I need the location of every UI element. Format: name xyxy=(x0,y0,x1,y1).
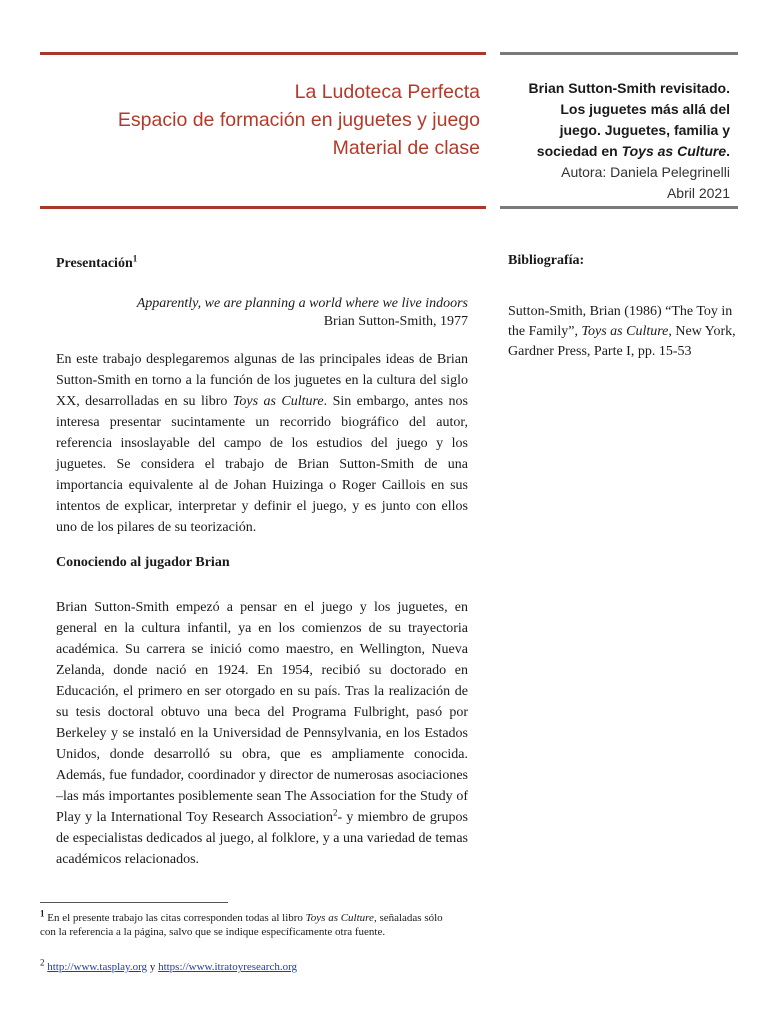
epigraph-quote xyxy=(56,295,468,313)
header-bottom-rule-right xyxy=(500,206,738,209)
document-date: Abril 2021 xyxy=(666,185,730,201)
footnote-number: 1 xyxy=(40,908,45,919)
document-title-line-3: juego. Juguetes, familia y xyxy=(559,122,730,138)
section-heading-presentacion xyxy=(56,253,138,272)
footnote-ref-1[interactable]: 1 xyxy=(132,253,138,264)
title-period: . xyxy=(726,143,730,159)
paragraph-conociendo xyxy=(56,597,468,870)
footnote-text: y xyxy=(147,961,159,973)
footnote-text: En el presente trabajo las citas corresponden todas al libro xyxy=(44,912,306,924)
paragraph-text: - y miembro de grupos de especialistas dedicados al juego, al folklore, y a una variedad de temas académicos relacionados. xyxy=(56,810,468,867)
document-title-line-2: Los juguetes más allá del xyxy=(560,101,730,117)
footnote-text: , señaladas sólo con la referencia a la página, salvo que se indique específicamente otra fuente. xyxy=(40,912,443,938)
footnote-ref-2[interactable]: 2 xyxy=(332,807,338,818)
paragraph-text: . Sin embargo, antes nos interesa presentar sucintamente un recorrido biográfico del autor, referencia insoslayable del campo de los estudios del juego y los juguetes. Se considera el trabajo de Brian Sutton-Smith de una importancia equivalente al de Johan Huizinga o Roger Caillois en sus intentos de explicar, interpretar y definir el juego, y es junto con ellos uno de los pilares de su teorización. xyxy=(56,394,468,535)
reference-book-title: Toys as Culture xyxy=(581,324,669,339)
title-text: sociedad en xyxy=(536,143,622,159)
title-book-name: Toys as Culture xyxy=(621,143,727,159)
epigraph xyxy=(56,295,468,331)
header-top-rule-left xyxy=(40,52,486,55)
epigraph-author: Brian Sutton-Smith, 1977 xyxy=(323,314,468,329)
document-title-block xyxy=(500,78,730,204)
paragraph-text: En este trabajo desplegaremos algunas de las principales ideas de Brian Sutton-Smith en torno a la función de los juguetes en la cultura del siglo XX, desarrolladas en su libro xyxy=(56,352,468,409)
course-subtitle: Espacio de formación en juguetes y juego xyxy=(117,109,480,131)
header-top-rule-right xyxy=(500,52,738,55)
document-author: Autora: Daniela Pelegrinelli xyxy=(561,164,730,180)
book-title: Toys as Culture xyxy=(232,394,324,409)
section-heading-conociendo: Conociendo al jugador Brian xyxy=(56,555,230,570)
bibliography-heading: Bibliografía: xyxy=(508,253,585,268)
reference-text: Sutton-Smith, Brian (1986) “The Toy in the Family”, xyxy=(508,304,733,339)
epigraph-quote-text: Apparently, we are planning a world where we live indoors xyxy=(136,296,468,311)
footnote-separator xyxy=(40,902,228,903)
bibliography-entry xyxy=(508,302,736,362)
course-name: La Ludoteca Perfecta xyxy=(294,81,480,103)
tasplay-link[interactable]: http://www.tasplay.org xyxy=(47,961,148,973)
document-title-line-1: Brian Sutton-Smith revisitado. xyxy=(528,80,730,96)
heading-text: Presentación xyxy=(56,256,133,271)
paragraph-text: Brian Sutton-Smith empezó a pensar en el juego y los juguetes, en general en la cultura infantil, ya en los comienzos de su trayectoria académica. Su carrera se inició como maestro, en Wellington, Nueva Zelanda, donde nació en 1924. En 1954, recibió su doctorado en Educación, el primero en ser otorgado en su país. Tras la realización de su tesis doctoral obtuvo una beca del Programa Fulbright, pasó por Berkeley y se instaló en la Universidad de Pennsylvania, en los Estados Unidos, donde desarrolló su obra, que es ampliamente conocida. Además, fue fundador, coordinador y director de numerosas asociaciones –las más importantes posiblemente sean The Association for the Study of Play y la International Toy Research Association xyxy=(56,600,468,825)
itra-link[interactable]: https://www.itratoyresearch.org xyxy=(158,961,298,973)
footnote-book-title: Toys as Culture xyxy=(305,912,374,924)
document-title-line-4 xyxy=(500,141,730,162)
course-header xyxy=(40,78,480,162)
paragraph-presentacion xyxy=(56,349,468,538)
footnote-1 xyxy=(40,908,460,939)
reference-text: , New York, Gardner Press, Parte I, pp. 15-53 xyxy=(508,324,736,359)
footnote-number: 2 xyxy=(40,957,45,968)
course-material-label: Material de clase xyxy=(332,137,480,159)
header-bottom-rule-left xyxy=(40,206,486,209)
footnote-2 xyxy=(40,957,460,974)
